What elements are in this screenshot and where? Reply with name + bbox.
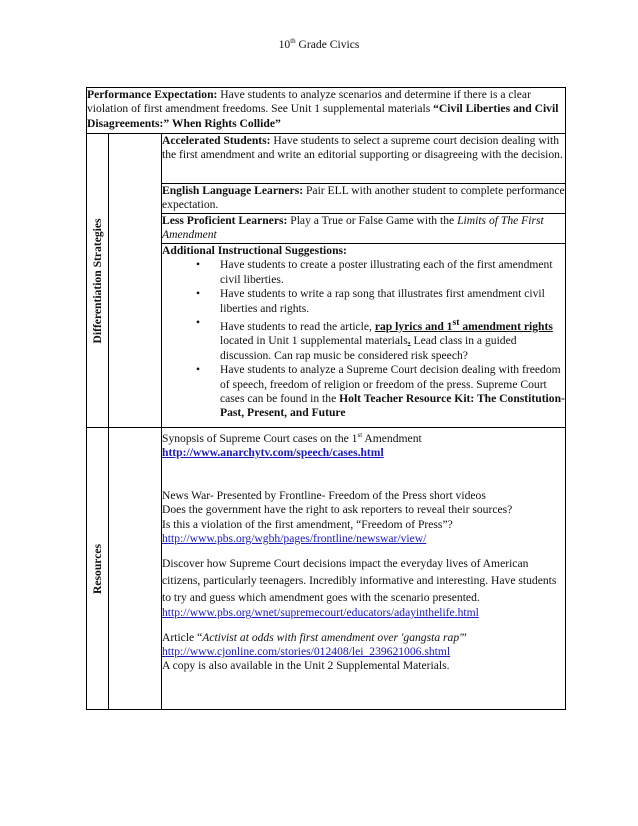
performance-row [87,88,566,134]
page-header [0,38,638,52]
suggestion-item: • Have students to read the article, rap lyrics and 1st amendment rights located in Unit 1 supplemental materials. Lead class in a guided discussion. Can rap music be considered risk speech? [220,316,565,363]
accelerated-cell [162,134,566,184]
additional-label: Additional Instructional Suggestions: [162,244,347,257]
less-text: Play a True or False Game with the [287,214,458,227]
differentiation-label: Differentiation Strategies [90,217,104,344]
header-title: Grade Civics [295,38,360,51]
discover-text: Discover how Supreme Court decisions impact the everyday lives of American citizens, particularly teenagers. Incredibly informative and interesting. Have students to try and guess which amendment goes with the scenario presented. [162,557,557,604]
ell-text: Pair ELL with another student to complete performance expectation. [162,184,565,212]
header-grade: 10 [278,38,291,51]
less-cell [162,214,566,244]
performance-text: Have students to analyze scenarios and determine if there is a clear violation of first amendment freedoms. See Unit 1 supplemental materials [87,88,531,116]
performance-label: Performance Expectation: [87,88,218,101]
lesson-table [86,87,566,710]
differentiation-side [87,134,109,428]
performance-title: “Civil Liberties and Civil Disagreements:” When Rights Collide” [87,102,559,130]
header-sup: th [290,37,296,46]
article-note: A copy is also available in the Unit 2 Supplemental Materials. [162,659,450,673]
article-link[interactable]: http://www.cjonline.com/stories/012408/lei_239621006.shtml [162,645,451,659]
synopsis-link[interactable]: http://www.anarchytv.com/speech/cases.html [162,446,384,460]
accelerated-text: Have students to select a supreme court decision dealing with the first amendment and write an editorial supporting or disagreeing with the decision. [162,134,563,162]
ell-label: English Language Learners: [162,184,304,197]
ell-cell [162,184,566,214]
suggestion-item: • Have students to write a rap song that illustrates first amendment civil liberties and rights. [220,287,565,316]
news-line-1: News War- Presented by Frontline- Freedom of the Press short videos [162,488,486,502]
resources-label: Resources [90,543,104,594]
resources-spacer [109,428,162,710]
accelerated-row [87,134,566,184]
news-link[interactable]: http://www.pbs.org/wgbh/pages/frontline/newswar/view/ [162,532,427,546]
less-italic: Limits of The First Amendment [162,214,544,242]
news-line-2: Does the government have the right to ask reporters to reveal their sources? [162,503,513,517]
discover-link[interactable]: http://www.pbs.org/wnet/supremecourt/educators/adayinthelife.html [162,606,479,620]
accelerated-label: Accelerated Students: [162,134,271,147]
article-title: Article “Activist at odds with first amendment over 'gangsta rap'” [162,630,467,644]
additional-cell [162,244,566,428]
holt-kit-title: Holt Teacher Resource Kit: The Constitution- Past, Present, and Future [220,391,565,420]
resources-side [87,428,109,710]
less-label: Less Proficient Learners: [162,214,288,227]
resources-cell [162,428,566,710]
synopsis-line: Synopsis of Supreme Court cases on the 1st Amendment [162,431,422,445]
suggestion-item: • Have students to analyze a Supreme Court decision dealing with freedom of speech, freedom of religion or freedom of the press. Supreme Court cases can be found in the Holt Teacher Resource Kit: The Constitution- Past, Present, and Future [220,363,565,421]
suggestion-item: • Have students to create a poster illustrating each of the first amendment civil liberties. [220,258,565,287]
news-line-3: Is this a violation of the first amendment, “Freedom of Press”? [162,517,453,531]
differentiation-spacer [109,134,162,428]
performance-cell [87,88,566,134]
suggestions-list [162,258,565,420]
rap-lyrics-link-text: rap lyrics and 1st amendment rights [374,317,553,333]
resources-row [87,428,566,710]
